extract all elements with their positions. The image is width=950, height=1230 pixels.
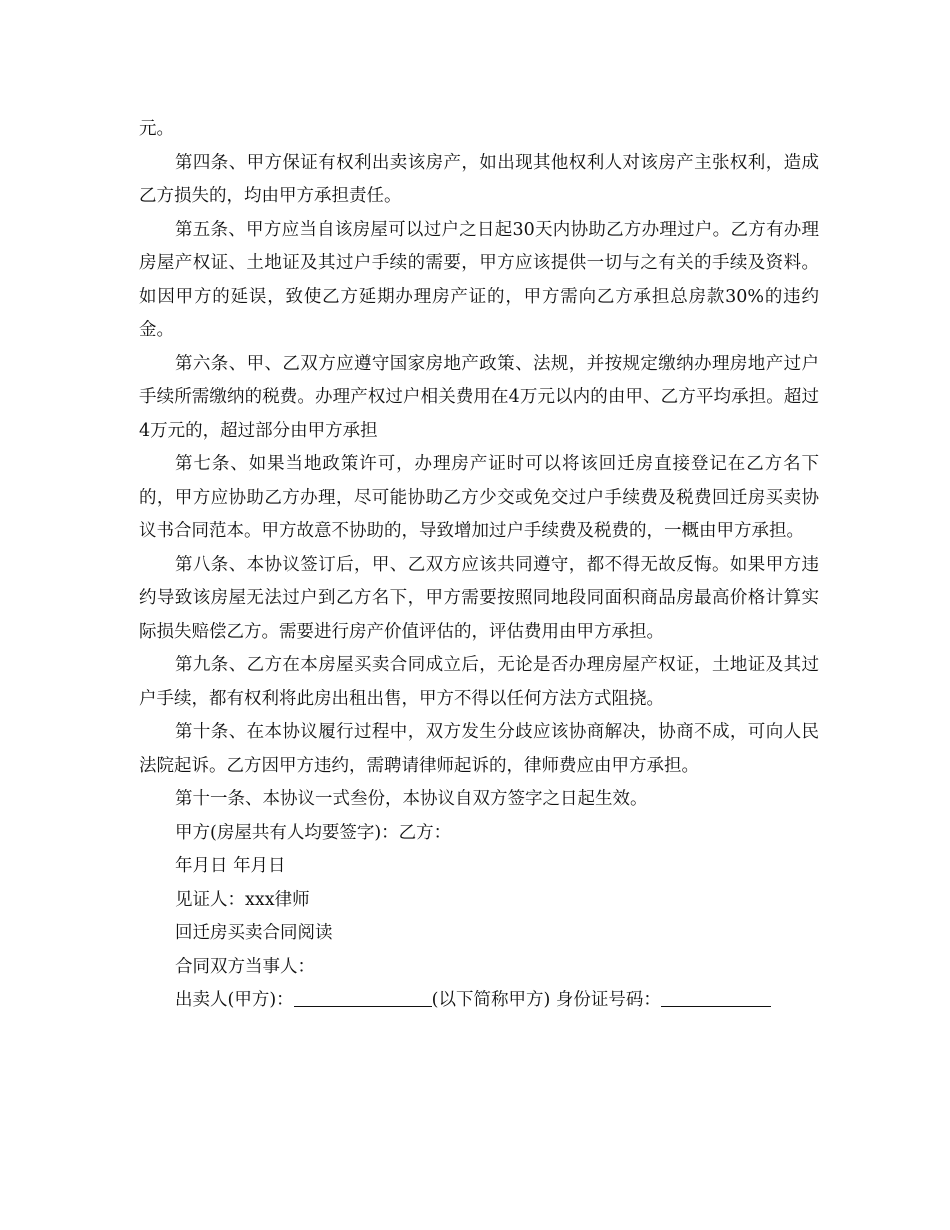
clause-10: 第十条、在本协议履行过程中，双方发生分歧应该协商解决，协商不成，可向人民法院起诉。乙方因甲方违约，需聘请律师起诉的，律师费应由甲方承担。	[139, 722, 819, 776]
witness-line: 见证人：xxx律师	[175, 889, 310, 910]
signature-date-line: 年月日 年月日	[175, 856, 286, 876]
section-heading: 回迁房买卖合同阅读	[175, 923, 333, 943]
document-page	[139, 113, 819, 1018]
seller-name-blank	[294, 986, 432, 1007]
signature-parties-line: 甲方(房屋共有人均要签字)：乙方：	[175, 822, 452, 843]
clause-5: 第五条、甲方应当自该房屋可以过户之日起30天内协助乙方办理过户。乙方有办理房屋产权证、土地证及其过户手续的需要，甲方应该提供一切与之有关的手续及资料。如因甲方的延误，致使乙方延期办理房产证的，甲方需向乙方承担总房款30%的违约金。	[139, 219, 819, 340]
clause-6: 第六条、甲、乙双方应遵守国家房地产政策、法规，并按规定缴纳办理房地产过户手续所需缴纳的税费。办理产权过户相关费用在4万元以内的由甲、乙方平均承担。超过4万元的，超过部分由甲方承担	[139, 353, 819, 441]
clause-8: 第八条、本协议签订后，甲、乙双方应该共同遵守，都不得无故反悔。如果甲方违约导致该房屋无法过户到乙方名下，甲方需要按照同地段同面积商品房最高价格计算实际损失赔偿乙方。需要进行房产价值评估的，评估费用由甲方承担。	[139, 554, 819, 642]
clause-7: 第七条、如果当地政策许可，办理房产证时可以将该回迁房直接登记在乙方名下的，甲方应协助乙方办理，尽可能协助乙方少交或免交过户手续费及税费回迁房买卖协议书合同范本。甲方故意不协助的，导致增加过户手续费及税费的，一概由甲方承担。	[139, 454, 819, 541]
seller-line	[139, 984, 819, 1018]
seller-label: 出卖人(甲方)：	[175, 990, 294, 1010]
clause-4: 第四条、甲方保证有权利出卖该房产，如出现其他权利人对该房产主张权利，造成乙方损失的，均由甲方承担责任。	[139, 152, 819, 206]
clause-9: 第九条、乙方在本房屋买卖合同成立后，无论是否办理房屋产权证，土地证及其过户手续，都有权利将此房出租出售，甲方不得以任何方法方式阻挠。	[139, 655, 819, 709]
paragraph-0: 元。	[139, 119, 174, 139]
clause-11: 第十一条、本协议一式叁份，本协议自双方签字之日起生效。	[175, 789, 648, 809]
parties-heading: 合同双方当事人：	[175, 956, 315, 977]
seller-id-blank	[661, 986, 771, 1007]
seller-id-label: (以下简称甲方) 身份证号码：	[431, 990, 661, 1010]
